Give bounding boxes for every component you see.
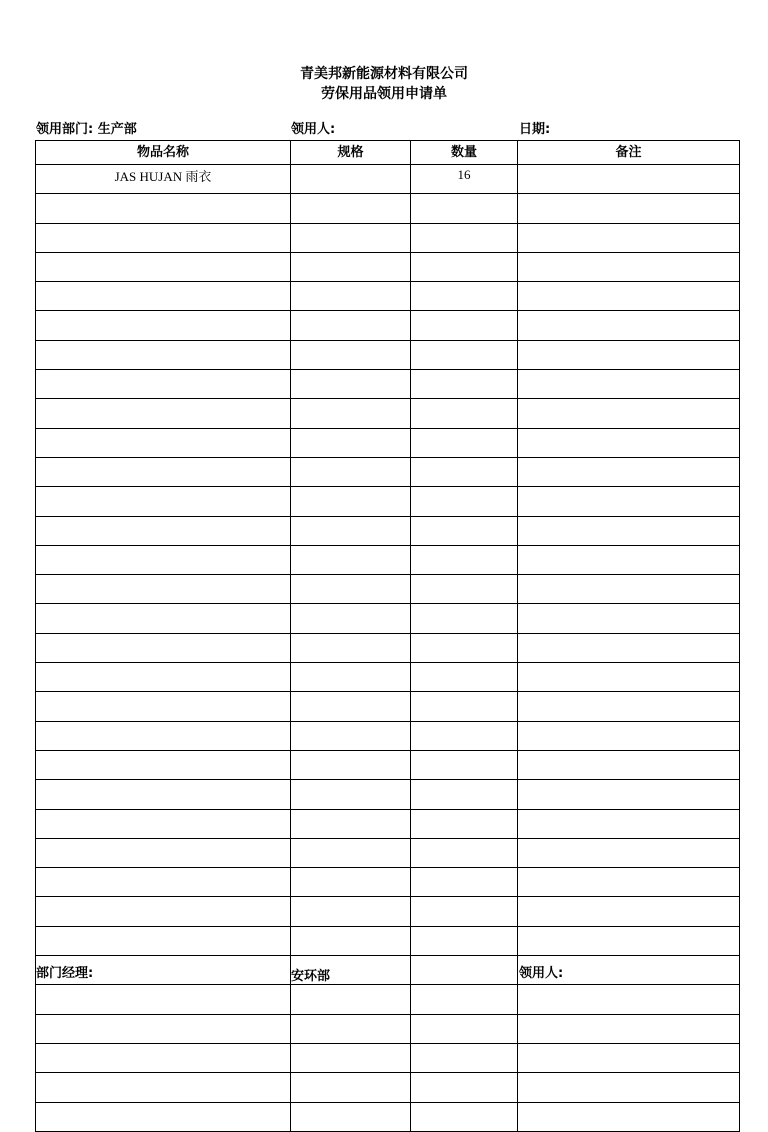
table-row — [36, 809, 740, 838]
spec-cell — [291, 575, 411, 604]
spec-cell — [291, 1102, 411, 1131]
recipient-signature-label: 领用人: — [519, 966, 564, 981]
remark-cell — [518, 926, 740, 955]
table-row — [36, 604, 740, 633]
remark-cell — [518, 311, 740, 340]
spec-cell — [291, 165, 411, 194]
remark-cell — [518, 985, 740, 1014]
spec-cell — [291, 809, 411, 838]
spec-cell — [291, 750, 411, 779]
quantity-cell — [411, 340, 518, 369]
remark-cell — [518, 604, 740, 633]
quantity-cell — [411, 1102, 518, 1131]
remark-cell — [518, 399, 740, 428]
spec-cell — [291, 692, 411, 721]
table-row — [36, 633, 740, 662]
item-name-cell — [36, 750, 291, 779]
table-row — [36, 457, 740, 486]
remark-cell — [518, 1043, 740, 1072]
column-header-item-name: 物品名称 — [36, 141, 291, 165]
quantity-cell — [411, 868, 518, 897]
remark-cell — [518, 1073, 740, 1102]
spec-cell — [291, 545, 411, 574]
remark-cell — [518, 633, 740, 662]
spec-cell — [291, 838, 411, 867]
spec-cell — [291, 223, 411, 252]
department-label: 领用部门: 生产部 — [36, 122, 137, 137]
remark-cell — [518, 721, 740, 750]
item-name-cell: JAS HUJAN 雨衣 — [36, 165, 291, 194]
item-name-cell — [36, 663, 291, 692]
quantity-cell — [411, 457, 518, 486]
quantity-cell — [411, 487, 518, 516]
quantity-cell — [411, 750, 518, 779]
quantity-cell — [411, 926, 518, 955]
remark-cell — [518, 780, 740, 809]
recipient-label: 领用人: — [291, 122, 336, 137]
spec-cell — [291, 868, 411, 897]
quantity-cell — [411, 1014, 518, 1043]
table-row — [36, 252, 740, 281]
table-row — [36, 780, 740, 809]
table-row — [36, 750, 740, 779]
quantity-cell — [411, 838, 518, 867]
item-name-cell — [36, 868, 291, 897]
spec-cell — [291, 340, 411, 369]
item-name-cell — [36, 340, 291, 369]
item-name-cell — [36, 370, 291, 399]
table-row — [36, 428, 740, 457]
table-row — [36, 399, 740, 428]
remark-cell — [518, 575, 740, 604]
item-name-cell — [36, 926, 291, 955]
quantity-cell — [411, 223, 518, 252]
quantity-cell — [411, 1043, 518, 1072]
remark-cell — [518, 282, 740, 311]
table-row — [36, 1073, 740, 1102]
quantity-cell — [411, 809, 518, 838]
spec-cell — [291, 1043, 411, 1072]
table-row — [36, 223, 740, 252]
item-name-cell — [36, 1102, 291, 1131]
requisition-table — [35, 140, 740, 1132]
quantity-cell — [411, 370, 518, 399]
quantity-cell — [411, 545, 518, 574]
remark-cell — [518, 194, 740, 223]
table-row — [36, 370, 740, 399]
item-name-cell — [36, 194, 291, 223]
spec-cell — [291, 1073, 411, 1102]
quantity-cell — [411, 604, 518, 633]
item-name-cell — [36, 223, 291, 252]
item-name-cell — [36, 575, 291, 604]
spec-cell — [291, 516, 411, 545]
quantity-cell — [411, 516, 518, 545]
table-row — [36, 956, 740, 985]
item-name-cell — [36, 428, 291, 457]
remark-cell — [518, 487, 740, 516]
spec-cell — [291, 633, 411, 662]
table-row — [36, 165, 740, 194]
remark-cell — [518, 545, 740, 574]
quantity-cell — [411, 194, 518, 223]
quantity-cell — [411, 985, 518, 1014]
table-row — [36, 838, 740, 867]
item-name-cell — [36, 604, 291, 633]
spec-cell — [291, 926, 411, 955]
company-name: 青美邦新能源材料有限公司 — [300, 66, 468, 82]
spec-cell — [291, 194, 411, 223]
remark-cell — [518, 809, 740, 838]
table-row — [36, 516, 740, 545]
table-row — [36, 897, 740, 926]
table-row — [36, 985, 740, 1014]
quantity-cell — [411, 282, 518, 311]
item-name-cell — [36, 1014, 291, 1043]
form-title: 劳保用品领用申请单 — [321, 86, 447, 102]
item-name-cell — [36, 252, 291, 281]
quantity-cell — [411, 428, 518, 457]
quantity-cell — [411, 1073, 518, 1102]
manager-signature-label: 部门经理: — [36, 966, 94, 981]
item-name-cell — [36, 633, 291, 662]
remark-cell — [518, 692, 740, 721]
spec-cell — [291, 399, 411, 428]
table-row — [36, 868, 740, 897]
table-row — [36, 545, 740, 574]
spec-cell — [291, 428, 411, 457]
table-row — [36, 282, 740, 311]
table-row — [36, 926, 740, 955]
table-row — [36, 311, 740, 340]
quantity-cell — [411, 399, 518, 428]
remark-cell — [518, 663, 740, 692]
remark-cell — [518, 1102, 740, 1131]
remark-cell — [518, 516, 740, 545]
column-header-remark: 备注 — [518, 141, 740, 165]
item-name-cell — [36, 399, 291, 428]
quantity-cell — [411, 721, 518, 750]
column-header-quantity: 数量 — [411, 141, 518, 165]
spec-cell — [291, 252, 411, 281]
spec-cell — [291, 311, 411, 340]
remark-cell — [518, 165, 740, 194]
quantity-cell — [411, 897, 518, 926]
remark-cell — [518, 838, 740, 867]
item-name-cell — [36, 545, 291, 574]
remark-cell — [518, 340, 740, 369]
table-row — [36, 194, 740, 223]
quantity-cell: 16 — [411, 165, 518, 194]
spec-cell — [291, 457, 411, 486]
remark-cell — [518, 252, 740, 281]
spec-cell — [291, 897, 411, 926]
table-row — [36, 340, 740, 369]
quantity-cell — [411, 663, 518, 692]
column-header-spec: 规格 — [291, 141, 411, 165]
remark-cell — [518, 223, 740, 252]
quantity-cell — [411, 956, 518, 985]
date-label: 日期: — [519, 122, 551, 137]
spec-cell — [291, 604, 411, 633]
spec-cell — [291, 985, 411, 1014]
spec-cell — [291, 282, 411, 311]
item-name-cell — [36, 487, 291, 516]
remark-cell — [518, 457, 740, 486]
spec-cell — [291, 663, 411, 692]
item-name-cell — [36, 780, 291, 809]
item-name-cell — [36, 457, 291, 486]
table-row — [36, 1014, 740, 1043]
spec-cell — [291, 487, 411, 516]
item-name-cell — [36, 1043, 291, 1072]
remark-cell — [518, 370, 740, 399]
quantity-cell — [411, 780, 518, 809]
table-row — [36, 1102, 740, 1131]
item-name-cell — [36, 985, 291, 1014]
spec-cell — [291, 780, 411, 809]
remark-cell — [518, 428, 740, 457]
quantity-cell — [411, 692, 518, 721]
spec-cell — [291, 1014, 411, 1043]
spec-cell — [291, 370, 411, 399]
table-row — [36, 487, 740, 516]
item-name-cell — [36, 838, 291, 867]
item-name-cell — [36, 282, 291, 311]
remark-cell — [518, 1014, 740, 1043]
remark-cell — [518, 897, 740, 926]
table-row — [36, 692, 740, 721]
item-name-cell — [36, 516, 291, 545]
quantity-cell — [411, 633, 518, 662]
table-row — [36, 1043, 740, 1072]
remark-cell — [518, 750, 740, 779]
table-header-row — [36, 141, 740, 165]
item-name-cell — [36, 897, 291, 926]
table-row — [36, 663, 740, 692]
item-name-cell — [36, 692, 291, 721]
item-name-cell — [36, 721, 291, 750]
item-name-cell — [36, 311, 291, 340]
quantity-cell — [411, 575, 518, 604]
table-row — [36, 721, 740, 750]
item-name-cell — [36, 809, 291, 838]
ehs-signature-label: 安环部 — [291, 969, 331, 984]
item-name-cell — [36, 1073, 291, 1102]
table-row — [36, 575, 740, 604]
quantity-cell — [411, 311, 518, 340]
remark-cell — [518, 868, 740, 897]
spec-cell — [291, 721, 411, 750]
quantity-cell — [411, 252, 518, 281]
